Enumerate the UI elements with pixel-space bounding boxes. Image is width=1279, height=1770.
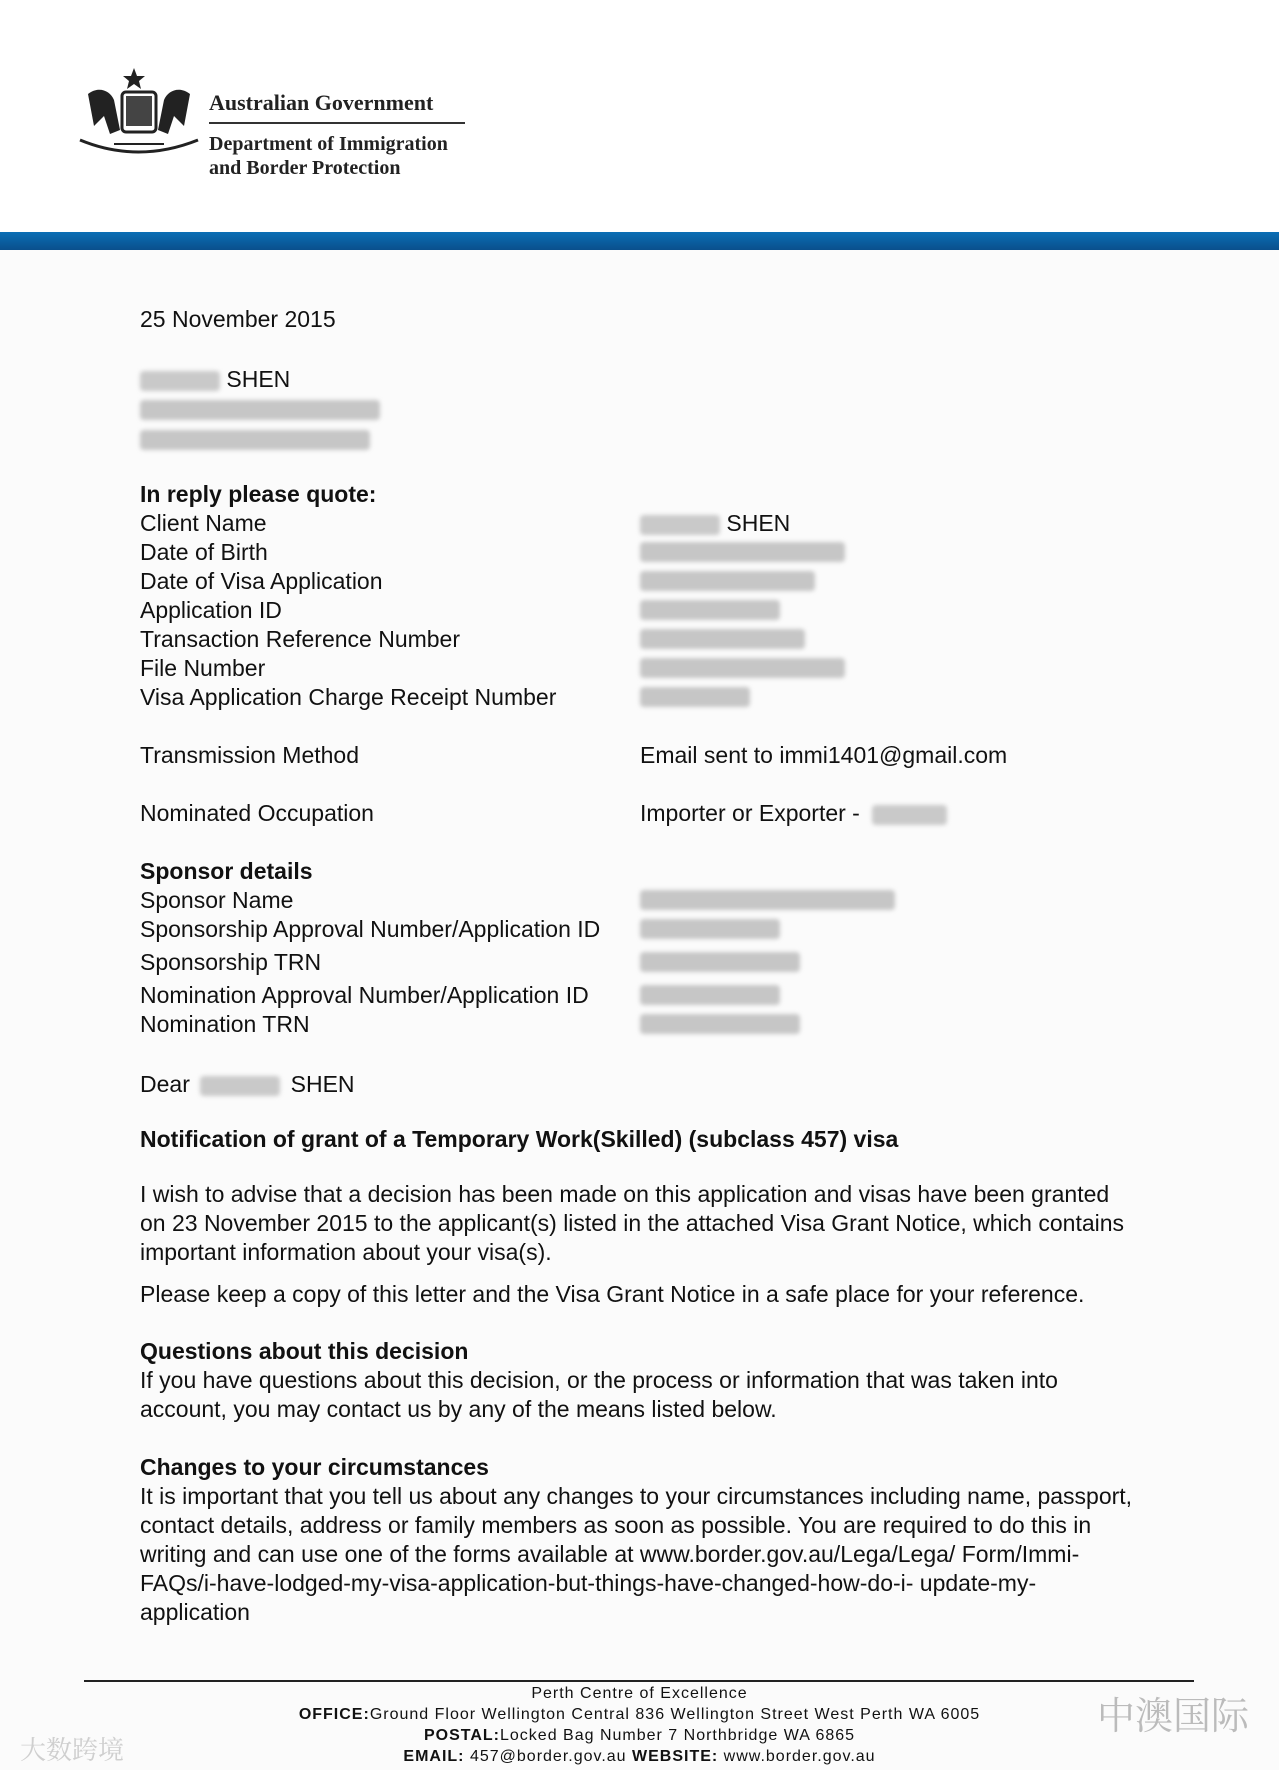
footer-postal: POSTAL:Locked Bag Number 7 Northbridge WA 6865 [423,1727,856,1744]
sponsor-heading: Sponsor details [140,858,313,884]
redacted-value [640,658,845,678]
questions-heading: Questions about this decision [140,1338,469,1364]
changes-paragraph: It is important that you tell us about any changes to your circumstances including name, passport, contact details, address or family members as soon as possible. You are required to do this in writing and can use one of the forms available at www.border.gov.au/Lega/Lega/ Form/Immi-FAQs/i-have-lodged-my-visa-application-but-things-have-changed-how-do-i- update-my-application [140,1483,1133,1625]
redacted-given-name [140,371,220,391]
footer-centre: Perth Centre of Excellence [531,1685,748,1702]
letter-date: 25 November 2015 [140,306,336,332]
occupation-value: Importer or Exporter - [640,799,947,828]
changes-heading: Changes to your circumstances [140,1454,489,1480]
redacted-value [640,952,800,972]
coat-of-arms-icon [74,64,204,160]
salutation: Dear SHEN [140,1071,355,1097]
redacted-value [640,687,750,707]
redacted-value [872,805,947,825]
sponsor-field-label: Nomination Approval Number/Application ID [140,982,589,1008]
sponsor-field-label: Sponsorship Approval Number/Application ID [140,916,601,942]
redacted-value [640,985,780,1005]
sponsor-field-label: Sponsor Name [140,887,294,913]
footer-divider [84,1680,1194,1682]
department-name: Department of Immigration and Border Protection [209,133,448,179]
field-label: Application ID [140,597,282,623]
redacted-address-line [140,400,380,420]
header-blue-bar [0,232,1279,250]
field-label: Date of Birth [140,539,268,565]
addressee-name: SHEN [140,365,290,394]
government-title: Australian Government [209,90,434,115]
redacted-given-name [200,1076,280,1096]
letterhead [0,0,1279,232]
redacted-value [640,890,895,910]
reply-heading: In reply please quote: [140,481,377,507]
redacted-value [640,571,815,591]
occupation-label: Nominated Occupation [140,800,374,826]
watermark-right: 中澳国际 [1096,1694,1249,1738]
redacted-value [640,919,780,939]
field-label: Date of Visa Application [140,568,383,594]
field-label: Client Name [140,510,267,536]
field-label: Transaction Reference Number [140,626,461,652]
redacted-value [640,542,845,562]
client-name-value: SHEN [640,509,790,538]
redacted-value [640,629,805,649]
footer-office: OFFICE:Ground Floor Wellington Central 836 Wellington Street West Perth WA 6005 [298,1706,981,1723]
transmission-value: Email sent to immi1401@gmail.com [640,742,1008,768]
redacted-value [640,600,780,620]
title-divider [209,122,465,124]
redacted-value [640,515,720,535]
field-label: Visa Application Charge Receipt Number [140,684,557,710]
sponsor-field-label: Nomination TRN [140,1011,310,1037]
footer-contact: EMAIL: 457@border.gov.au WEBSITE: www.border.gov.au [403,1748,876,1765]
sponsor-field-label: Sponsorship TRN [140,949,322,975]
letter-subject: Notification of grant of a Temporary Work(Skilled) (subclass 457) visa [140,1126,899,1152]
redacted-value [640,1014,800,1034]
letter-body [0,250,1279,1770]
field-label: File Number [140,655,266,681]
questions-paragraph: If you have questions about this decision, or the process or information that was taken into account, you may contact us by any of the means listed below. [140,1367,1058,1422]
keep-copy-paragraph: Please keep a copy of this letter and the Visa Grant Notice in a safe place for your reference. [140,1281,1085,1307]
redacted-address-line [140,430,370,450]
transmission-label: Transmission Method [140,742,360,768]
grant-paragraph: I wish to advise that a decision has been made on this application and visas have been granted on 23 November 2015 to the applicant(s) listed in the attached Visa Grant Notice, which contains important information about your visa(s). [140,1181,1125,1265]
watermark-left: 大数跨境 [20,1736,125,1766]
